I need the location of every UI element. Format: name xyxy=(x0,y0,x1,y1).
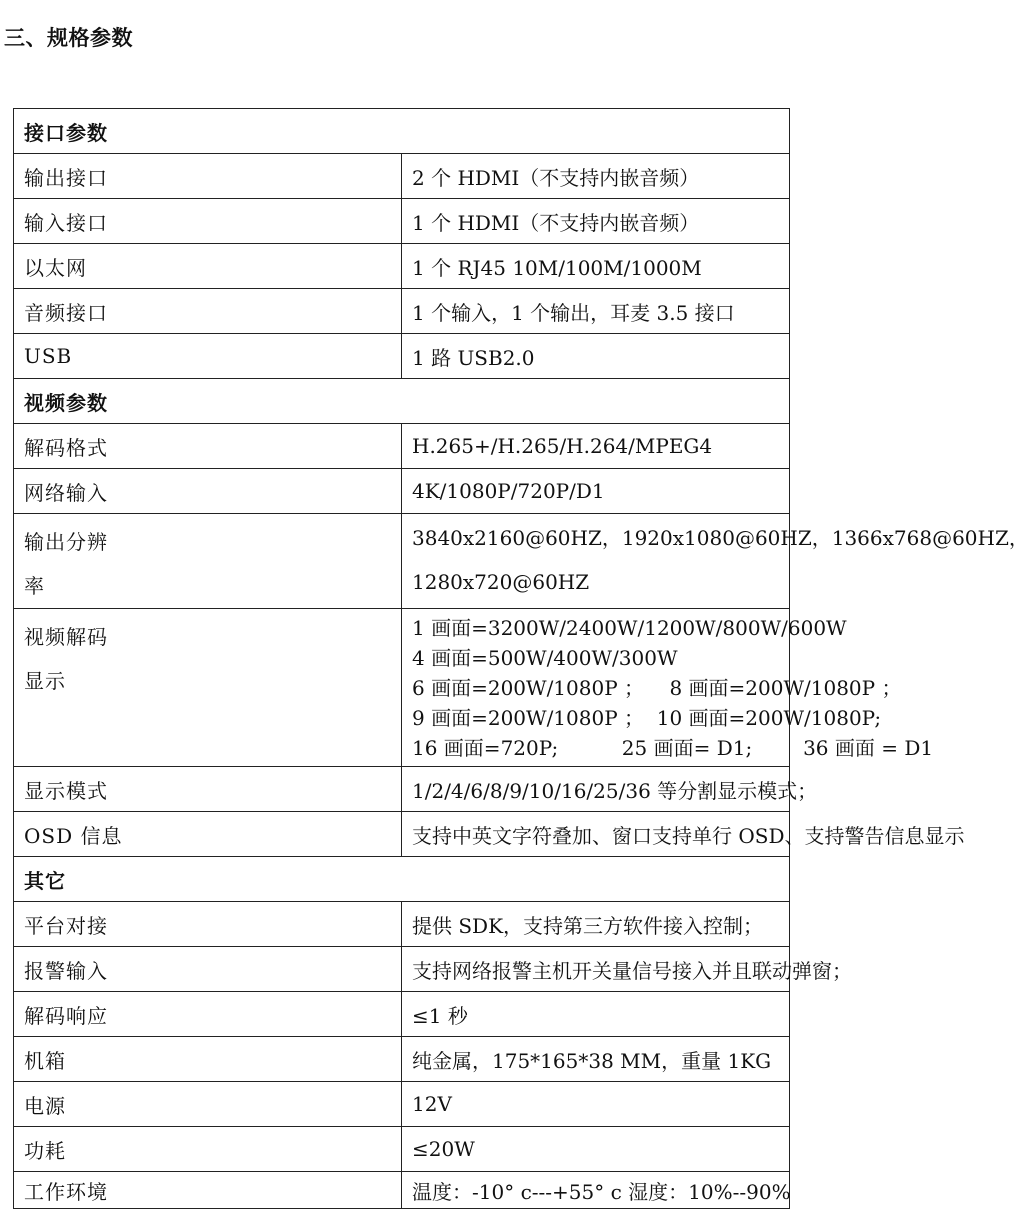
label-line: 率 xyxy=(24,574,45,598)
section-heading: 三、规格参数 xyxy=(4,26,133,50)
spec-table xyxy=(13,108,1029,1209)
row-label-osd: OSD 信息 xyxy=(14,812,402,857)
row-value-ethernet: 1 个 RJ45 10M/100M/1000M xyxy=(402,244,790,289)
row-label-decode-format: 解码格式 xyxy=(14,424,402,469)
section-row-video xyxy=(14,379,790,424)
table-row xyxy=(14,947,790,992)
row-label-output: 输出接口 xyxy=(14,154,402,199)
section-row-other xyxy=(14,857,790,902)
row-label-display-mode: 显示模式 xyxy=(14,767,402,812)
label-line: 输出分辨 xyxy=(24,530,108,554)
value-line: 16 画面=720P; 25 画面= D1; 36 画面 = D1 xyxy=(412,736,934,760)
row-label-alarm: 报警输入 xyxy=(14,947,402,992)
table-row xyxy=(14,154,790,199)
table-row xyxy=(14,199,790,244)
row-label-response: 解码响应 xyxy=(14,992,402,1037)
table-row xyxy=(14,992,790,1037)
table-row xyxy=(14,1082,790,1127)
table-row xyxy=(14,469,790,514)
row-value-consumption: ≤20W xyxy=(402,1127,790,1172)
table-row xyxy=(14,244,790,289)
table-row xyxy=(14,902,790,947)
row-label-environment: 工作环境 xyxy=(14,1172,402,1209)
row-value-platform: 提供 SDK，支持第三方软件接入控制； xyxy=(402,902,790,947)
table-row xyxy=(14,767,790,812)
row-label-video-decode-display xyxy=(14,609,402,767)
value-line: 1280x720@60HZ xyxy=(412,570,590,594)
table-row xyxy=(14,1037,790,1082)
row-value-input: 1 个 HDMI（不支持内嵌音频） xyxy=(402,199,790,244)
row-value-response: ≤1 秒 xyxy=(402,992,790,1037)
row-value-output-resolution xyxy=(402,514,1029,609)
row-value-network-input: 4K/1080P/720P/D1 xyxy=(402,469,790,514)
table-row xyxy=(14,289,790,334)
row-label-output-resolution xyxy=(14,514,402,609)
table-row xyxy=(14,1127,790,1172)
row-value-alarm: 支持网络报警主机开关量信号接入并且联动弹窗； xyxy=(402,947,790,992)
row-value-video-decode-display xyxy=(402,609,934,767)
value-line: 1 画面=3200W/2400W/1200W/800W/600W xyxy=(412,616,847,640)
table-row xyxy=(14,609,790,767)
row-value-decode-format: H.265+/H.265/H.264/MPEG4 xyxy=(402,424,790,469)
row-label-power: 电源 xyxy=(14,1082,402,1127)
row-label-usb: USB xyxy=(14,334,402,379)
value-line: 9 画面=200W/1080P ； 10 画面=200W/1080P; xyxy=(412,706,882,730)
row-value-osd: 支持中英文字符叠加、窗口支持单行 OSD、支持警告信息显示 xyxy=(402,812,790,857)
row-label-chassis: 机箱 xyxy=(14,1037,402,1082)
row-value-display-mode: 1/2/4/6/8/9/10/16/25/36 等分割显示模式； xyxy=(402,767,790,812)
section-title-video: 视频参数 xyxy=(14,379,790,424)
row-value-chassis: 纯金属，175*165*38 MM，重量 1KG xyxy=(402,1037,790,1082)
row-label-ethernet: 以太网 xyxy=(14,244,402,289)
label-line: 显示 xyxy=(24,669,66,693)
value-line: 3840x2160@60HZ，1920x1080@60HZ，1366x768@60HZ， xyxy=(412,526,1029,550)
row-value-environment: 温度：-10° c---+55° c 湿度：10%--90% xyxy=(402,1172,790,1209)
row-label-platform: 平台对接 xyxy=(14,902,402,947)
row-label-input: 输入接口 xyxy=(14,199,402,244)
table-row xyxy=(14,514,790,609)
row-label-consumption: 功耗 xyxy=(14,1127,402,1172)
section-title-other: 其它 xyxy=(14,857,790,902)
section-title-interface: 接口参数 xyxy=(14,109,790,154)
label-line: 视频解码 xyxy=(24,625,108,649)
row-value-output: 2 个 HDMI（不支持内嵌音频） xyxy=(402,154,790,199)
table-row xyxy=(14,334,790,379)
row-value-audio: 1 个输入，1 个输出，耳麦 3.5 接口 xyxy=(402,289,790,334)
row-label-audio: 音频接口 xyxy=(14,289,402,334)
value-line: 4 画面=500W/400W/300W xyxy=(412,646,678,670)
value-line: 6 画面=200W/1080P ； 8 画面=200W/1080P ； xyxy=(412,676,902,700)
row-value-power: 12V xyxy=(402,1082,790,1127)
row-value-usb: 1 路 USB2.0 xyxy=(402,334,790,379)
section-row-interface xyxy=(14,109,790,154)
table-row xyxy=(14,1172,790,1209)
table-row xyxy=(14,812,790,857)
table-row xyxy=(14,424,790,469)
row-label-network-input: 网络输入 xyxy=(14,469,402,514)
